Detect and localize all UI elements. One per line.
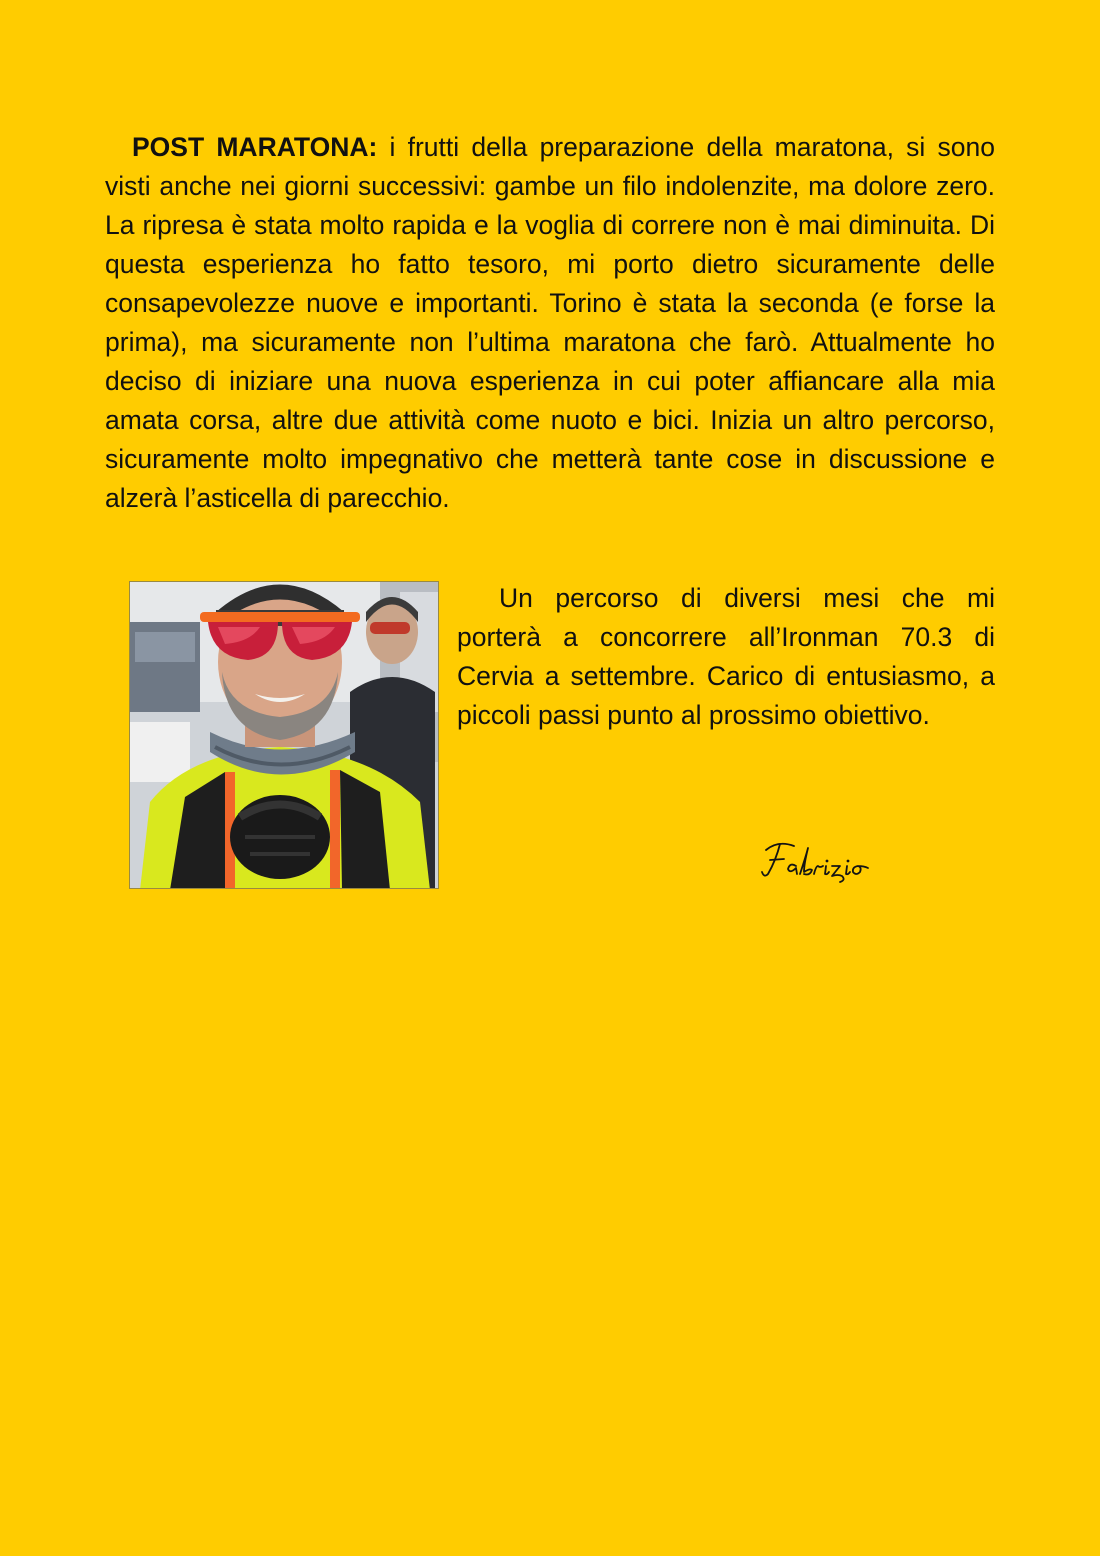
main-paragraph — [105, 128, 995, 518]
side-paragraph — [457, 579, 995, 735]
side-paragraph-text: Un percorso di diversi mesi che mi porterà a concorrere all’Ironman 70.3 di Cervia a settembre. Carico di entusiasmo, a piccoli passi punto al prossimo obiettivo. — [457, 583, 995, 730]
runner-photo — [129, 581, 439, 889]
main-paragraph-body: i frutti della preparazione della maratona, si sono visti anche nei giorni successivi: gambe un filo indolenzite, ma dolore zero. La ripresa è stata molto rapida e la voglia di correre non è mai diminuita. Di questa esperienza ho fatto tesoro, mi porto dietro sicuramente delle consapevolezze nuove e importanti. Torino è stata la seconda (e forse la prima), ma sicuramente non l’ultima maratona che farò. Attualmente ho deciso di iniziare una nuova esperienza in cui poter affiancare alla mia amata corsa, altre due attività come nuoto e bici. Inizia un altro percorso, sicuramente molto impegnativo che metterà tante cose in discussione e alzerà l’asticella di parecchio. — [105, 132, 995, 513]
handwritten-signature — [760, 836, 920, 884]
main-paragraph-lead: POST MARATONA: — [132, 132, 378, 162]
